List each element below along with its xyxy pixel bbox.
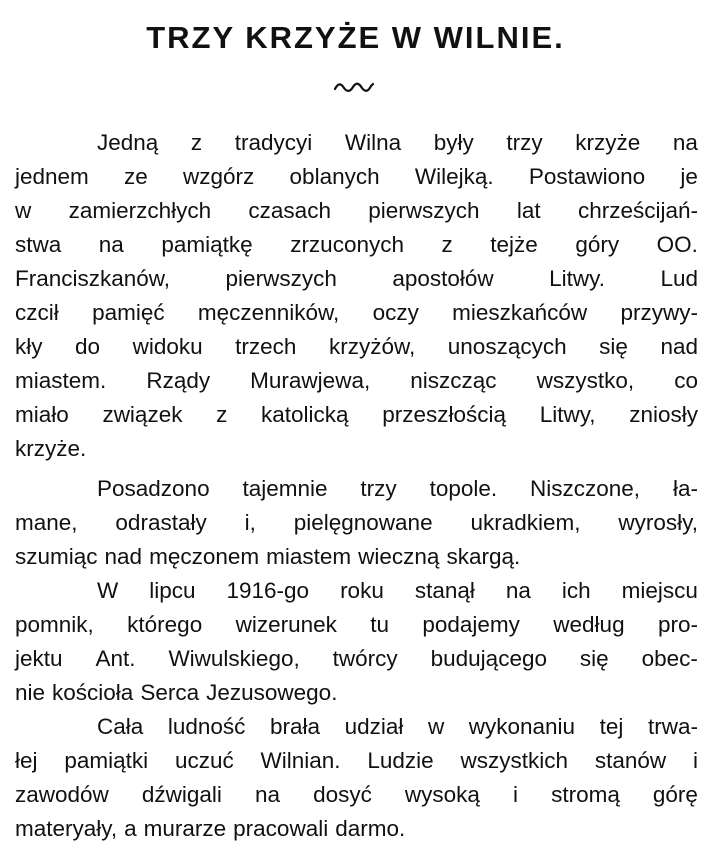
text-line: jektu Ant. Wiwulskiego, twórcy budującego się obec- (15, 646, 698, 671)
text-line: łej pamiątki uczuć Wilnian. Ludzie wszystkich stanów i (15, 748, 698, 773)
text-line: W lipcu 1916-go roku stanął na ich miejscu (97, 578, 698, 603)
paragraph (15, 574, 698, 710)
text-line: czcił pamięć męczenników, oczy mieszkańców przywy- (15, 300, 698, 325)
paragraph (15, 710, 698, 846)
text-line: stwa na pamiątkę zrzuconych z tejże góry OO. (15, 232, 698, 257)
text-line: szumiąc nad męczonem miastem wieczną skargą. (15, 544, 521, 569)
text-line: zawodów dźwigali na dosyć wysoką i stromą górę (15, 782, 698, 807)
text-line: miało związek z katolicką przeszłością Litwy, zniosły (15, 402, 698, 427)
paragraph (15, 472, 698, 574)
text-line: nie kościoła Serca Jezusowego. (15, 680, 338, 705)
paragraph (15, 126, 698, 466)
article-body (15, 126, 698, 846)
text-line: krzyże. (15, 436, 87, 461)
text-line: kły do widoku trzech krzyżów, unoszących się nad (15, 334, 698, 359)
text-line: materyały, a murarze pracowali darmo. (15, 816, 406, 841)
text-line: Franciszkanów, pierwszych apostołów Litwy. Lud (15, 266, 698, 291)
tilde-wave-ornament-icon (333, 80, 375, 94)
text-line: miastem. Rządy Murawjewa, niszcząc wszystko, co (15, 368, 698, 393)
text-line: w zamierzchłych czasach pierwszych lat chrześcijań- (15, 198, 698, 223)
text-line: Cała ludność brała udział w wykonaniu tej trwa- (97, 714, 698, 739)
text-line: mane, odrastały i, pielęgnowane ukradkiem, wyrosły, (15, 510, 698, 535)
text-line: pomnik, którego wizerunek tu podajemy według pro- (15, 612, 698, 637)
text-line: Jedną z tradycyi Wilna były trzy krzyże na (97, 130, 698, 155)
text-line: Posadzono tajemnie trzy topole. Niszczone, ła- (97, 476, 698, 501)
article-title: TRZY KRZYŻE W WILNIE. (146, 20, 565, 55)
text-line: jednem ze wzgórz oblanych Wilejką. Postawiono je (15, 164, 698, 189)
